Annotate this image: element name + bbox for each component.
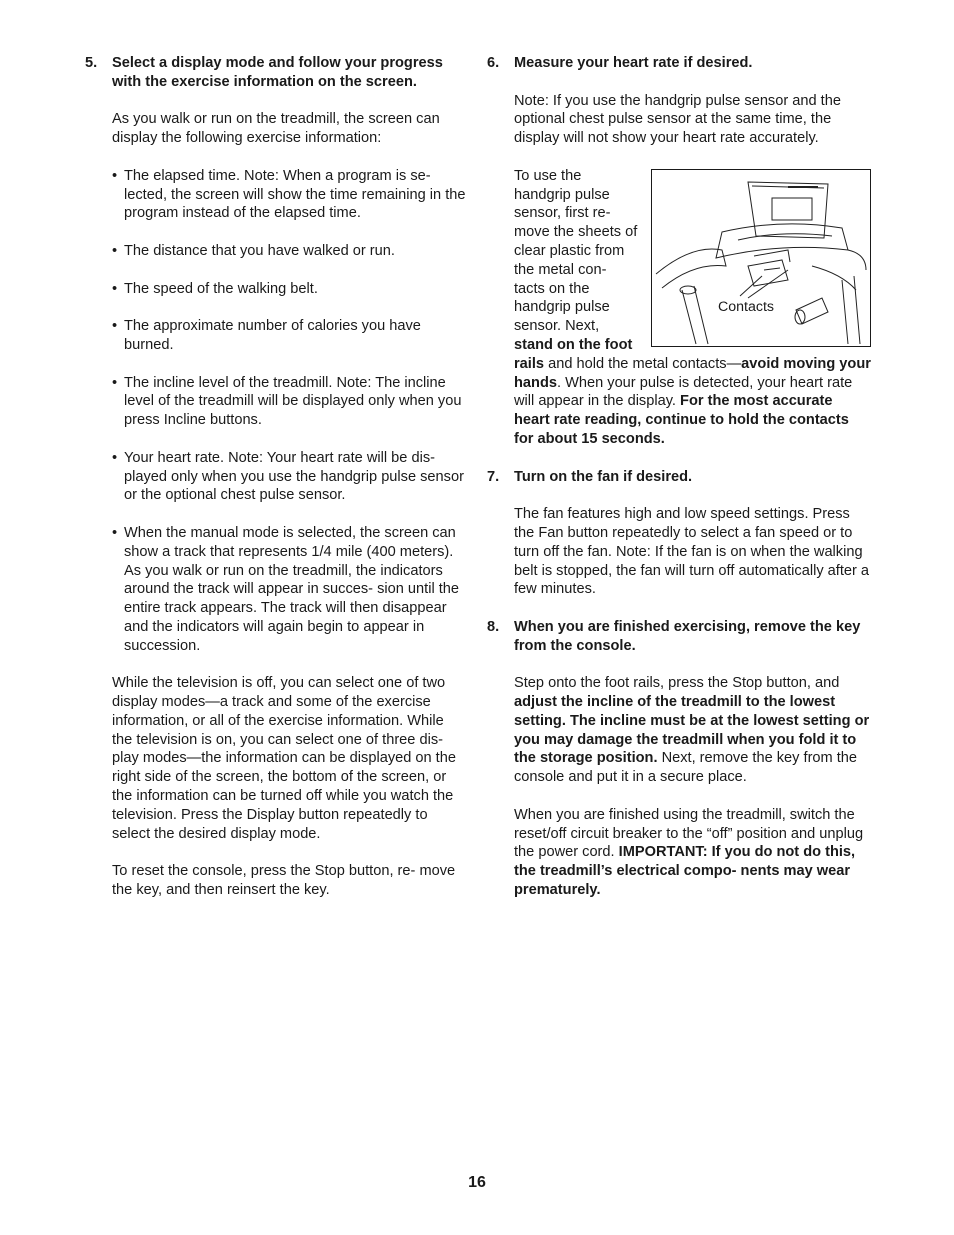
contacts-label: Contacts: [718, 298, 774, 315]
exercise-info-list: [112, 167, 467, 656]
list-item-text: The elapsed time. Note: When a program is se- lected, the screen will show the time remaining in the program instead of the elapsed time.: [124, 167, 466, 222]
right-column: [487, 54, 871, 919]
step-8-p1-text-a: Step onto the foot rails, press the Stop button, and: [514, 675, 840, 692]
list-item: [112, 280, 467, 299]
step-6-note: Note: If you use the handgrip pulse sensor and the optional chest pulse sensor at the same time, the display will not show your heart rate accurately.: [514, 92, 841, 147]
step-6-body-text-2: and hold the metal contacts—: [544, 355, 742, 372]
list-item-text: When the manual mode is selected, the screen can show a track that represents 1/4 mile (400 meters). As you walk or run on the treadmill, the indicators around the track will appear in succes- sion until the entire track appears. The track will then disappear and the indicators will again begin to appear in succession.: [124, 524, 460, 654]
list-item: [112, 449, 467, 505]
step-6-body-bold-2: avoid moving your hands: [514, 355, 871, 391]
bullet-icon: •: [112, 318, 118, 335]
step-5-number: 5.: [85, 55, 98, 71]
step-6-title: Measure your heart rate if desired.: [514, 55, 753, 71]
list-item: [112, 317, 467, 355]
step-8-paragraph-2: [514, 806, 871, 900]
bullet-icon: •: [112, 242, 118, 259]
list-item-text: Your heart rate. Note: Your heart rate will be dis- played only when you use the handgrip pulse sensor or the optional chest pulse sensor.: [124, 449, 464, 504]
list-item: [112, 524, 467, 656]
step-6: [487, 54, 871, 468]
bullet-icon: •: [112, 524, 118, 541]
step-6-body-text-3: . When your pulse is detected, your heart rate will appear in the display.: [514, 374, 853, 410]
step-6-body-bold-1: stand on the foot rails: [514, 336, 633, 372]
step-7-body: The fan features high and low speed settings. Press the Fan button repeatedly to select a fan speed or to turn off the fan. Note: If the fan is on when the walking belt is stopped, the fan will turn off automatically after a few minutes.: [514, 506, 870, 598]
step-5-intro: As you walk or run on the treadmill, the screen can display the following exercise information:: [112, 111, 440, 147]
list-item: [112, 242, 467, 261]
page-number: 16: [468, 1174, 486, 1191]
heart-rate-section: [514, 167, 871, 468]
bullet-icon: •: [112, 280, 118, 297]
list-item-text: The approximate number of calories you have burned.: [124, 318, 421, 353]
step-8: [487, 618, 871, 900]
step-8-title: When you are finished exercising, remove the key from the console.: [514, 618, 861, 654]
step-6-number: 6.: [487, 55, 500, 71]
step-5: [85, 54, 467, 900]
bullet-icon: •: [112, 449, 118, 466]
reset-console-paragraph: To reset the console, press the Stop button, re- move the key, and then reinsert the key.: [112, 863, 456, 899]
list-item-text: The speed of the walking belt.: [124, 280, 318, 297]
treadmill-console-icon: [652, 170, 870, 346]
step-7-title: Turn on the fan if desired.: [514, 468, 693, 485]
list-item: [112, 374, 467, 430]
step-8-p1-bold: adjust the incline of the treadmill to the lowest setting. The incline must be at the lowest setting or you may damage the treadmill when you fold it to the storage position.: [514, 694, 870, 767]
step-5-title: Select a display mode and follow your progress with the exercise information on the screen.: [112, 55, 443, 90]
step-8-p1-text-c: Next, remove the key from the console and put it in a secure place.: [514, 750, 858, 786]
step-8-p2-bold: IMPORTANT: If you do not do this, the treadmill’s electrical compo- nents may wear prematurely.: [514, 844, 856, 899]
list-item-text: The incline level of the treadmill. Note: The incline level of the treadmill will be displayed only when you press Incline buttons.: [124, 374, 462, 429]
step-7: [487, 468, 871, 600]
step-6-body-bold-3: For the most accurate heart rate reading, continue to hold the contacts for about 15 seconds.: [514, 393, 849, 447]
step-8-p2-text-a: When you are finished using the treadmill, switch the reset/off circuit breaker to the “off” position and unplug the power cord.: [514, 806, 864, 861]
list-item: [112, 167, 467, 223]
bullet-icon: •: [112, 167, 118, 184]
step-7-number: 7.: [487, 468, 500, 485]
step-8-number: 8.: [487, 618, 500, 635]
display-modes-paragraph: While the television is off, you can select one of two display modes—a track and some of the exercise information, or all of the exercise information. While the television is on, you can select one of three dis- play modes—the information can be displayed on the right side of the screen, the bottom of the screen, or the information can be turned off while you watch the television. Press the Display button repeatedly to select the desired display mode.: [112, 675, 456, 842]
list-item-text: The distance that you have walked or run.: [124, 242, 395, 259]
step-8-paragraph-1: [514, 674, 871, 787]
step-6-body-text-1: To use the handgrip pulse sensor, first re- move the sheets of clear plastic from the metal con- tacts on the handgrip pulse sensor. Next,: [514, 167, 638, 335]
bullet-icon: •: [112, 374, 118, 391]
handgrip-figure: [651, 169, 871, 347]
left-column: [85, 54, 467, 919]
